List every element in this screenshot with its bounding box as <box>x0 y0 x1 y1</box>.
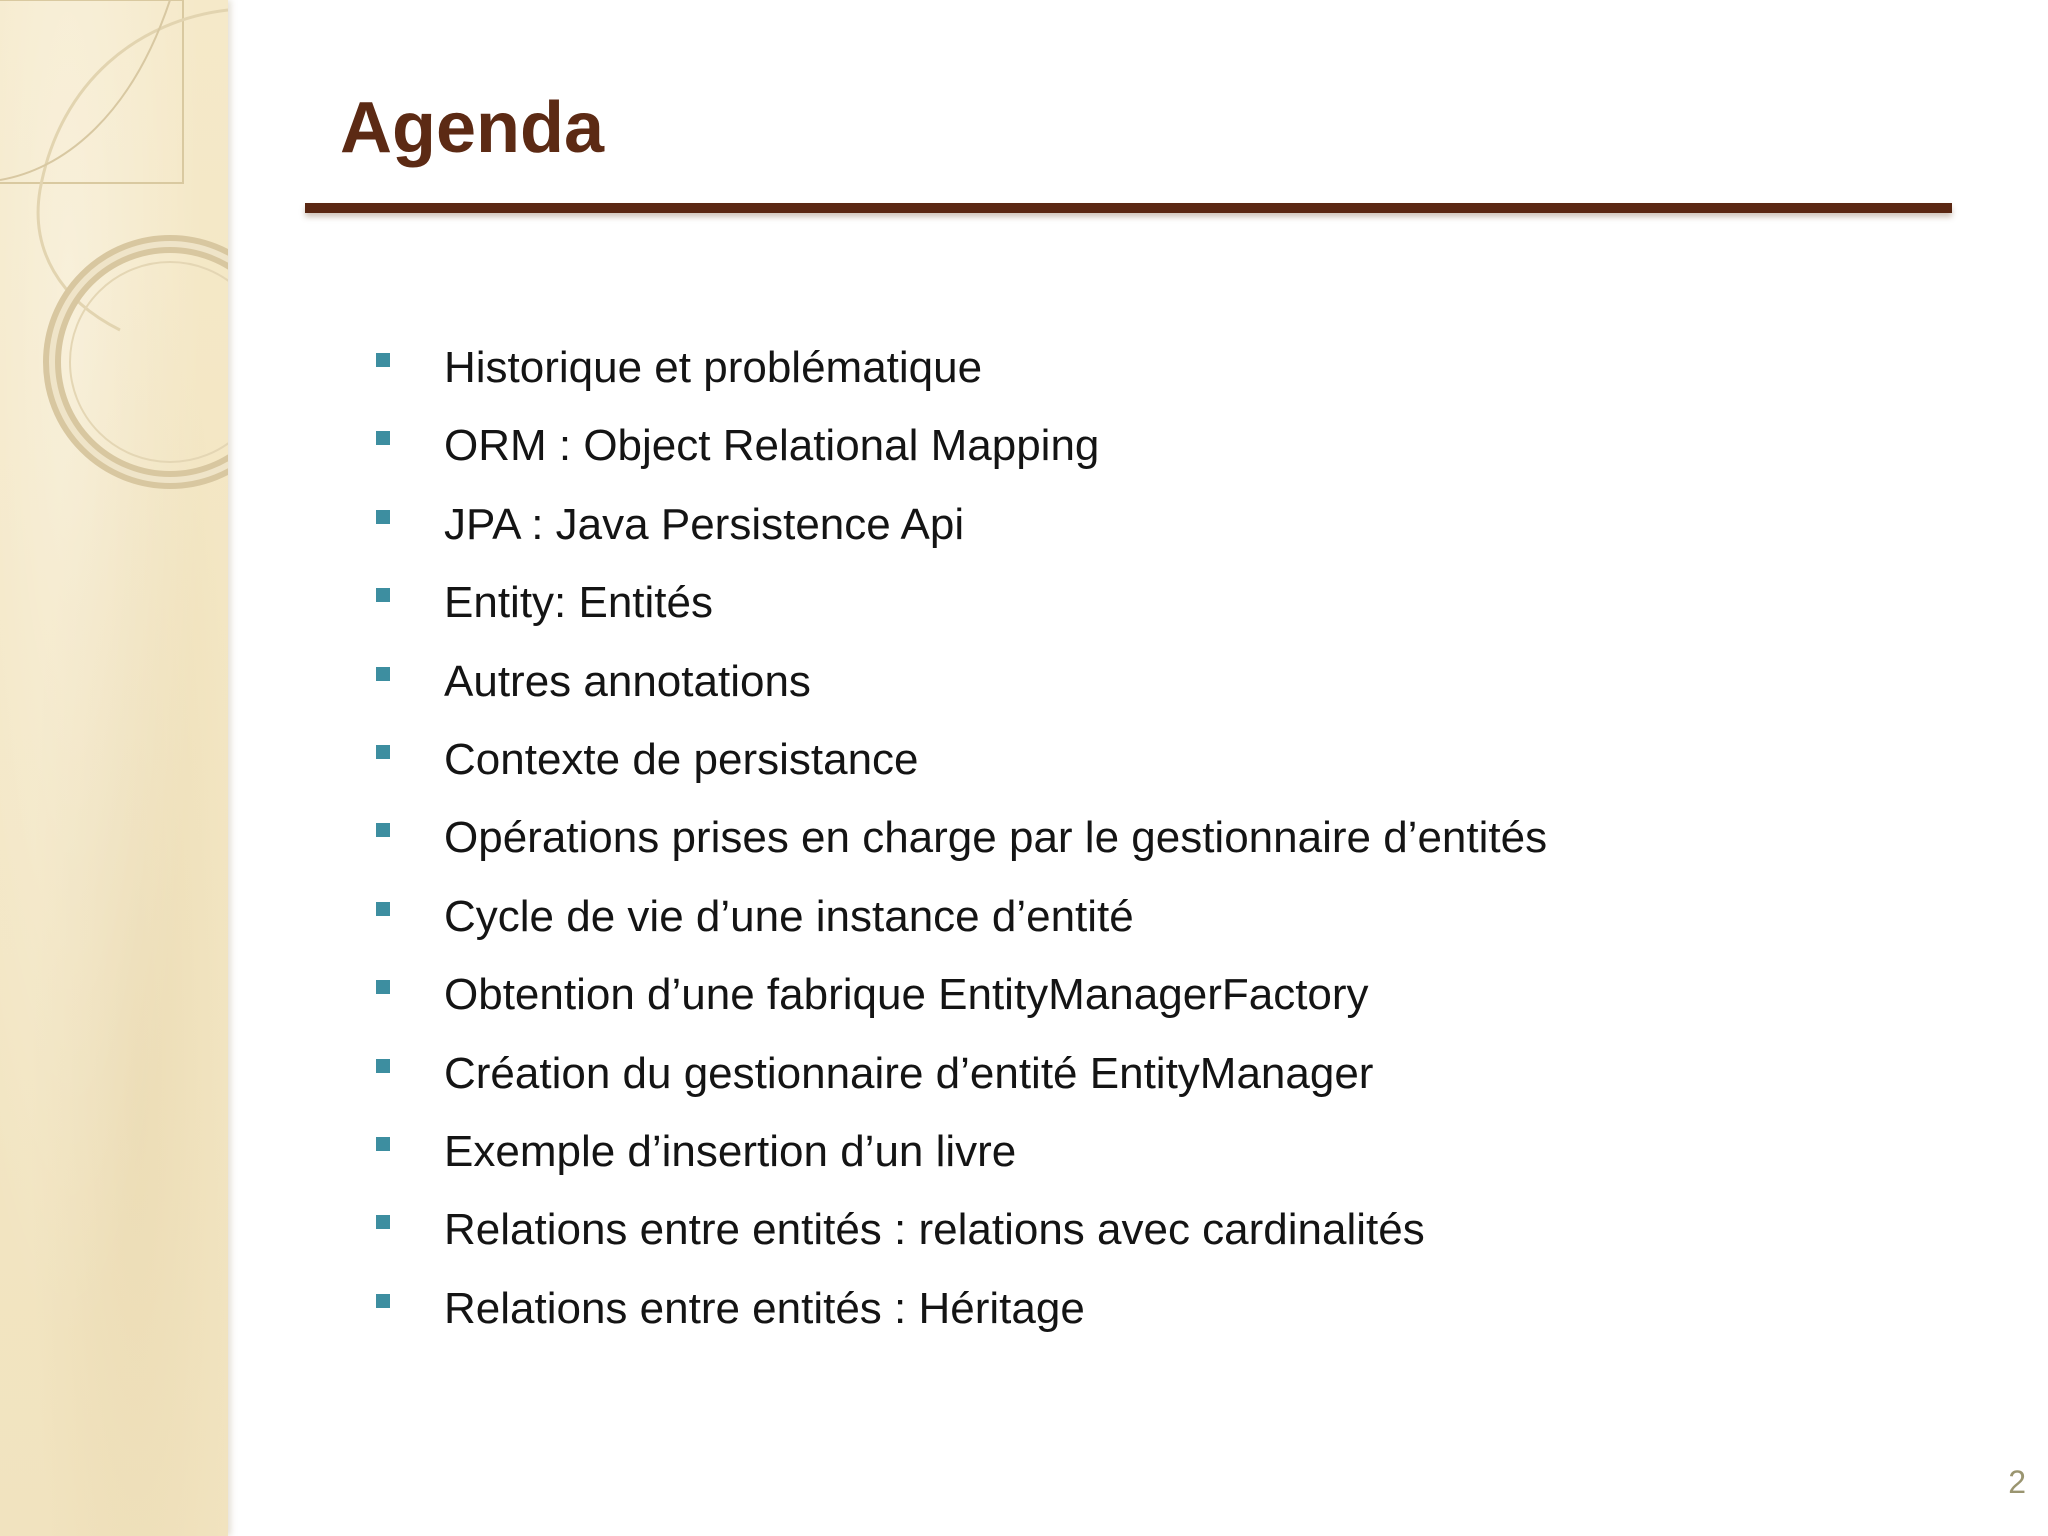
agenda-item-label: Relations entre entités : relations avec cardinalités <box>444 1205 1425 1255</box>
decorative-side-panel <box>0 0 228 1536</box>
square-bullet-icon <box>376 823 390 837</box>
agenda-item-label: Création du gestionnaire d’entité EntityManager <box>444 1048 1374 1098</box>
square-bullet-icon <box>376 1137 390 1151</box>
agenda-item <box>372 887 1547 965</box>
agenda-item <box>372 338 1547 416</box>
agenda-item-label: Entity: Entités <box>444 578 714 628</box>
agenda-list <box>372 338 1547 1357</box>
square-bullet-icon <box>376 1215 390 1229</box>
slide-title: Agenda <box>340 88 605 168</box>
page-number: 2 <box>2008 1464 2026 1500</box>
agenda-item-label: Autres annotations <box>444 656 811 706</box>
agenda-item <box>372 1122 1547 1200</box>
agenda-item <box>372 1044 1547 1122</box>
agenda-item <box>372 730 1547 808</box>
square-bullet-icon <box>376 980 390 994</box>
agenda-item <box>372 808 1547 886</box>
decorative-rings-icon <box>0 0 228 500</box>
square-bullet-icon <box>376 353 390 367</box>
agenda-item <box>372 416 1547 494</box>
agenda-item-label: Cycle de vie d’une instance d’entité <box>444 891 1134 941</box>
agenda-item <box>372 652 1547 730</box>
agenda-item <box>372 495 1547 573</box>
agenda-item <box>372 1200 1547 1278</box>
square-bullet-icon <box>376 510 390 524</box>
square-bullet-icon <box>376 588 390 602</box>
agenda-item-label: Opérations prises en charge par le gestionnaire d’entités <box>444 813 1548 863</box>
square-bullet-icon <box>376 902 390 916</box>
agenda-item-label: JPA : Java Persistence Api <box>444 499 965 549</box>
agenda-item-label: Relations entre entités : Héritage <box>444 1283 1085 1333</box>
square-bullet-icon <box>376 1294 390 1308</box>
agenda-item <box>372 965 1547 1043</box>
square-bullet-icon <box>376 745 390 759</box>
agenda-item-label: Historique et problématique <box>444 343 983 392</box>
agenda-item-label: ORM : Object Relational Mapping <box>444 421 1100 471</box>
square-bullet-icon <box>376 667 390 681</box>
square-bullet-icon <box>376 1059 390 1073</box>
agenda-item-label: Exemple d’insertion d’un livre <box>444 1126 1017 1176</box>
agenda-item-label: Obtention d’une fabrique EntityManagerFactory <box>444 970 1369 1020</box>
title-divider <box>305 203 1952 213</box>
square-bullet-icon <box>376 431 390 445</box>
agenda-item <box>372 1279 1547 1357</box>
agenda-item <box>372 573 1547 651</box>
agenda-item-label: Contexte de persistance <box>444 734 919 784</box>
